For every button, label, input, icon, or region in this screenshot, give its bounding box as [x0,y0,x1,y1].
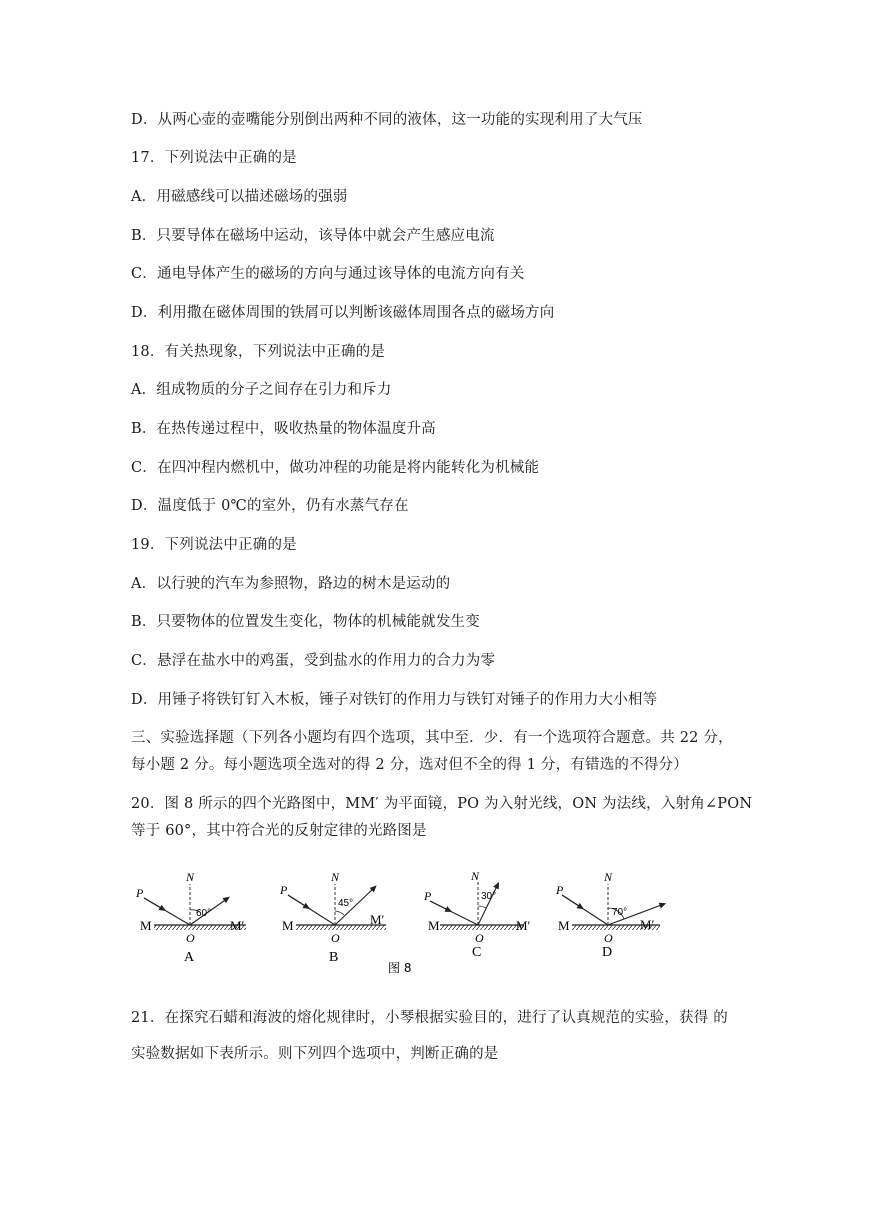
option-19-a: A．以行驶的汽车为参照物，路边的树木是运动的 [131,576,451,592]
question-20: 20．图 8 所示的四个光路图中，MM′ 为平面镜，PO 为入射光线，ON 为法线，入射角∠PON [131,796,753,812]
section-3-heading: 三、实验选择题（下列各小题均有四个选项，其中至．少．有一个选项符合题意。共 22 分， [131,730,733,746]
angle-label-d: 70° [612,907,628,918]
option-18-c: C．在四冲程内燃机中，做功冲程的功能是将内能转化为机械能 [131,460,540,476]
angle-label-c: 30° [481,891,497,902]
label-o: O [475,931,484,945]
angle-label-b: 45° [338,898,354,909]
label-o: O [604,931,613,945]
option-17-a: A．用磁感线可以描述磁场的强弱 [131,189,348,205]
label-m: M [428,918,440,933]
option-19-c: C．悬浮在盐水中的鸡蛋，受到盐水的作用力的合力为零 [131,653,496,669]
option-19-d: D．用锤子将铁钉钉入木板，锤子对铁钉的作用力与铁钉对锤子的作用力大小相等 [131,692,658,708]
option-16-d: D．从两心壶的壶嘴能分别倒出两种不同的液体，这一功能的实现利用了大气压 [131,112,643,128]
panel-letter-d: D [602,945,613,960]
option-18-d: D．温度低于 0℃的室外，仍有水蒸气存在 [131,498,409,514]
label-m: M [140,918,152,933]
figure-caption: 图 8 [388,961,412,975]
label-o: O [331,931,340,945]
option-17-c: C．通电导体产生的磁场的方向与通过该导体的电流方向有关 [131,266,525,282]
question-21: 21．在探究石蜡和海波的熔化规律时，小琴根据实验目的，进行了认真规范的实验，获得 的 [131,1010,728,1026]
panel-letter-b: B [329,950,339,965]
option-17-b: B．只要导体在磁场中运动，该导体中就会产生感应电流 [131,228,495,244]
question-18: 18．有关热现象，下列说法中正确的是 [131,344,386,360]
panel-a [135,870,246,965]
question-21-cont: 实验数据如下表所示。则下列四个选项中，判断正确的是 [131,1046,499,1062]
option-19-b: B．只要物体的位置发生变化，物体的机械能就发生变 [131,614,480,630]
label-m-prime: M′ [516,918,531,933]
label-p: P [280,883,288,897]
question-19: 19．下列说法中正确的是 [131,537,297,553]
label-p: P [556,883,564,897]
panel-letter-c: C [472,945,482,960]
label-m-prime: M′ [640,917,655,932]
label-m-prime: M′ [230,918,245,933]
option-18-a: A．组成物质的分子之间存在引力和斥力 [131,382,392,398]
label-m: M [282,918,294,933]
label-m-prime: M′ [370,912,385,927]
section-3-heading-cont: 每小题 2 分。每小题选项全选对的得 2 分，选对但不全的得 1 分，有错选的不得分） [131,757,688,773]
angle-label-a: 60° [196,908,212,919]
panel-letter-a: A [184,950,195,965]
figure-8 [130,868,690,978]
label-n: N [186,870,195,884]
label-n: N [471,869,480,883]
label-m: M [558,918,570,933]
panel-b [279,870,386,965]
label-o: O [186,931,195,945]
option-18-b: B．在热传递过程中，吸收热量的物体温度升高 [131,421,436,437]
question-17: 17．下列说法中正确的是 [131,150,297,166]
question-20-cont: 等于 60°，其中符合光的反射定律的光路图是 [131,823,427,839]
label-p: P [136,886,144,900]
option-17-d: D．利用撒在磁体周围的铁屑可以判断该磁体周围各点的磁场方向 [131,305,555,321]
label-n: N [604,870,613,884]
panel-c [423,869,531,960]
label-p: P [424,889,432,903]
figure-8-diagrams [130,868,690,978]
panel-d [555,870,664,960]
label-n: N [331,870,340,884]
